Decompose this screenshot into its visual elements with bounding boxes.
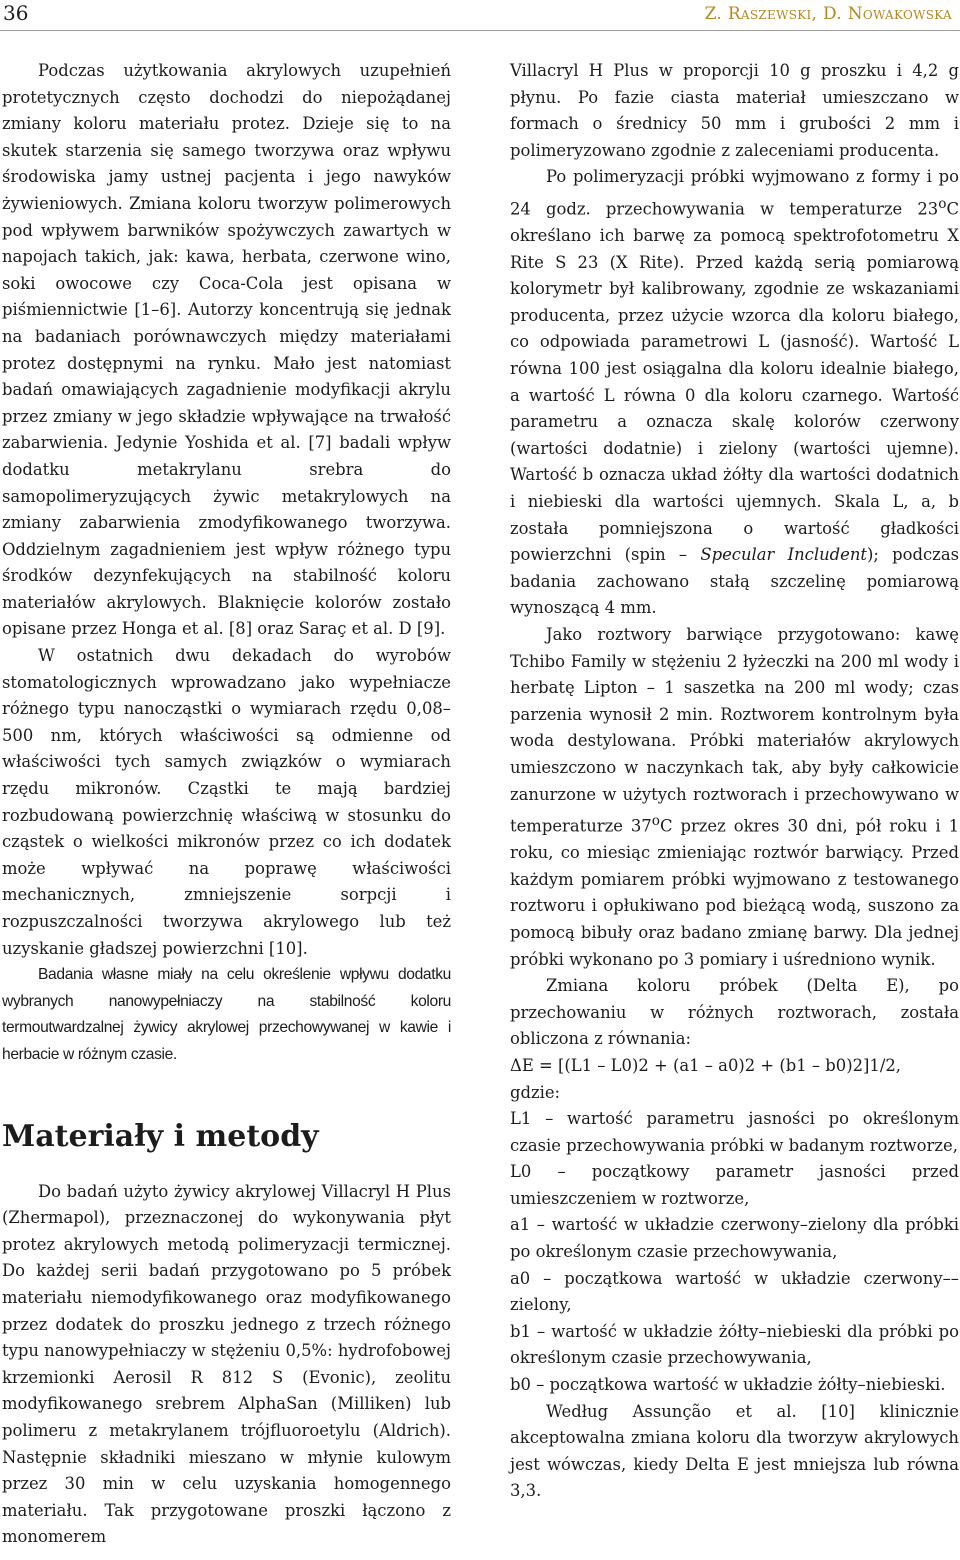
where-label: gdzie:: [510, 1082, 561, 1102]
delta-e-equation: ΔE = [(L1 – L0)2 + (a1 – a0)2 + (b1 – b0)2]1/2,: [510, 1055, 902, 1075]
page-number: 36: [3, 1, 29, 25]
degree-superscript: o: [651, 813, 660, 830]
text-span: ); podczas badania zachowano stałą szczelinę pomiarową wynoszącą 4 mm.: [510, 545, 959, 618]
definition-item: a1 – wartość w układzie czerwony–zielony dla próbki po określonym czasie przechowywania,: [510, 1215, 959, 1262]
methods-paragraph-1: Do badań użyto żywicy akrylowej Villacryl H Plus (Zhermapol), przeznaczonej do wykonywania płyt protez akrylowych metodą polimeryzacji termicznej. Do każdej serii badań przygotowano po 5 próbek materiału niemodyfikowanego oraz modyfikowanego przez dodatek do proszku jednego z trzech różnego typu nanowypełniaczy w stężeniu 0,5%: hydrofobowej krzemionki Aerosil R 812 S (Evonic), zeolitu modyfikowanego srebrem AlphaSan (Milliken) lub polimeru z metakrylanem trójfluoroetylu (Aldrich). Następnie składniki mieszano w młynie kulowym przez 30 min w celu uzyskania homogennego materiału. Tak przygotowane proszki łączono z monomerem: [2, 1181, 451, 1547]
degree-superscript: o: [938, 195, 947, 212]
intro-paragraph-2: W ostatnich dwu dekadach do wyrobów stomatologicznych wprowadzano jako wypełniacze różnego typu nanocząstki o wymiarach rzędu 0,08–500 nm, których właściwości są odmienne od właściwości tych samych związków o wymiarach rzędu mikronów. Cząstki te mają bardziej rozbudowaną powierzchnię właściwą w stosunku do cząstek o wielkości mikronów przez co ich dodatek może wpływać na poprawę właściwości mechanicznych, zmniejszenie sorpcji i rozpuszczalności tworzywa akrylowego lub też uzyskanie gładszej powierzchni [10].: [2, 646, 451, 958]
definition-item: b1 – wartość w układzie żółty–niebieski dla próbki po określonym czasie przechowywania,: [510, 1321, 959, 1368]
italic-term: Specular Includent: [700, 545, 867, 565]
definition-item: L0 – początkowy parametr jasności przed umieszczeniem w roztworze,: [510, 1162, 959, 1208]
header-rule: [0, 30, 960, 31]
definition-item: b0 – początkowa wartość w układzie żółty–niebieski.: [510, 1375, 946, 1395]
right-column: [510, 58, 959, 1505]
left-column: [2, 58, 451, 1551]
methods-paragraph-4: [510, 622, 959, 973]
text-span: C przez okres 30 dni, pół roku i 1 roku, co miesiąc zmieniając roztwór barwiący. Przed każdym pomiarem próbki wyjmowano z testowanego roztworu i opłukiwano pod bieżącą wodą, suszono za pomocą bibuły oraz badano zmianę barwy. Dla jednej próbki wykonano po 3 pomiary i uśredniono wynik.: [510, 816, 959, 969]
section-heading-materials-methods: Materiały i metody: [2, 1118, 319, 1154]
text-span: C określano ich barwę za pomocą spektrofotometru X Rite S 23 (X Rite). Przed każdą serią pomiarową kolorymetr był kalibrowany, zgodnie ze wskazaniami producenta, przez użycie wzorca dla koloru białego, co odpowiada parametrowi L (jasność). Wartość L równa 100 jest osiągalna dla koloru idealnie białego, a wartość L równa 0 dla koloru czarnego. Wartość parametru a oznacza skalę kolorów czerwony (wartości dodatnie) i zielony (wartości ujemne). Wartość b oznacza układ żółty dla wartości dodatnich i niebieski dla wartości ujemnych. Skala L, a, b została pomniejszona o wartość gładkości powierzchni (spin –: [510, 199, 959, 565]
study-aim-paragraph: Badania własne miały na celu określenie wpływu dodatku wybranych nanowypełniaczy na stabilność koloru termoutwardzalnej żywicy akrylowej przechowywanej w kawie i herbacie w różnym czasie.: [2, 966, 451, 1063]
methods-paragraph-2: Villacryl H Plus w proporcji 10 g proszku i 4,2 g płynu. Po fazie ciasta materiał umieszczano w formach o średnicy 50 mm i grubości 2 mm i polimeryzowano zgodnie z zaleceniami producenta.: [510, 61, 959, 160]
text-span: Jako roztwory barwiące przygotowano: kawę Tchibo Family w stężeniu 2 łyżeczki na 200 ml wody i herbatę Lipton – 1 saszetka na 200 ml wody; czas parzenia wynosił 2 min. Roztworem kontrolnym była woda destylowana. Próbki materiałów akrylowych umieszczono w naczynkach tak, aby były całkowicie zanurzone w użytych roztworach i przechowywano w temperaturze 37: [510, 624, 959, 836]
methods-paragraph-6: Według Assunção et al. [10] klinicznie akceptowalna zmiana koloru dla tworzyw akrylowych jest wówczas, kiedy Delta E jest mniejsza lub równa 3,3.: [510, 1401, 959, 1501]
running-head-authors: Z. Raszewski, D. Nowakowska: [704, 4, 952, 24]
methods-paragraph-3: [510, 164, 959, 622]
text-span: Po polimeryzacji próbki wyjmowano z formy i po 24 godz. przechowywania w temperaturze 23: [510, 167, 959, 219]
definition-item: L1 – wartość parametru jasności po określonym czasie przechowywania próbki w badanym roztworze,: [510, 1109, 959, 1155]
methods-paragraph-5: Zmiana koloru próbek (Delta E), po przechowaniu w różnych roztworach, została obliczona z równania:: [510, 976, 959, 1049]
definition-item: a0 – początkowa wartość w układzie czerwony––zielony,: [510, 1268, 959, 1315]
intro-paragraph-1: Podczas użytkowania akrylowych uzupełnień protetycznych często dochodzi do niepożądanej zmiany koloru materiału protez. Dzieje się to na skutek starzenia się samego tworzywa oraz wpływu środowiska jamy ustnej pacjenta i jego nawyków żywieniowych. Zmiana koloru tworzyw polimerowych pod wpływem barwników spożywczych zawartych w napojach takich, jak: kawa, herbata, czerwone wino, soki owocowe czy Coca-Cola jest opisana w piśmiennictwie [1–6]. Autorzy koncentrują się jednak na badaniach porównawczych między materiałami protez dostępnymi na rynku. Mało jest natomiast badań omawiających zagadnienie modyfikacji akrylu przez zmiany w jego składzie wpływające na trwałość zabarwienia. Jedynie Yoshida et al. [7] badali wpływ dodatku metakrylanu srebra do samopolimeryzujących żywic metakrylowych na zmiany zabarwienia zmodyfikowanego tworzywa. Oddzielnym zagadnieniem jest wpływ różnego typu środków dezynfekujących na stabilność koloru materiałów akrylowych. Blaknięcie kolorów zostało opisane przez Honga et al. [8] oraz Saraç et al. D [9].: [2, 61, 451, 639]
page-header: [0, 0, 960, 46]
